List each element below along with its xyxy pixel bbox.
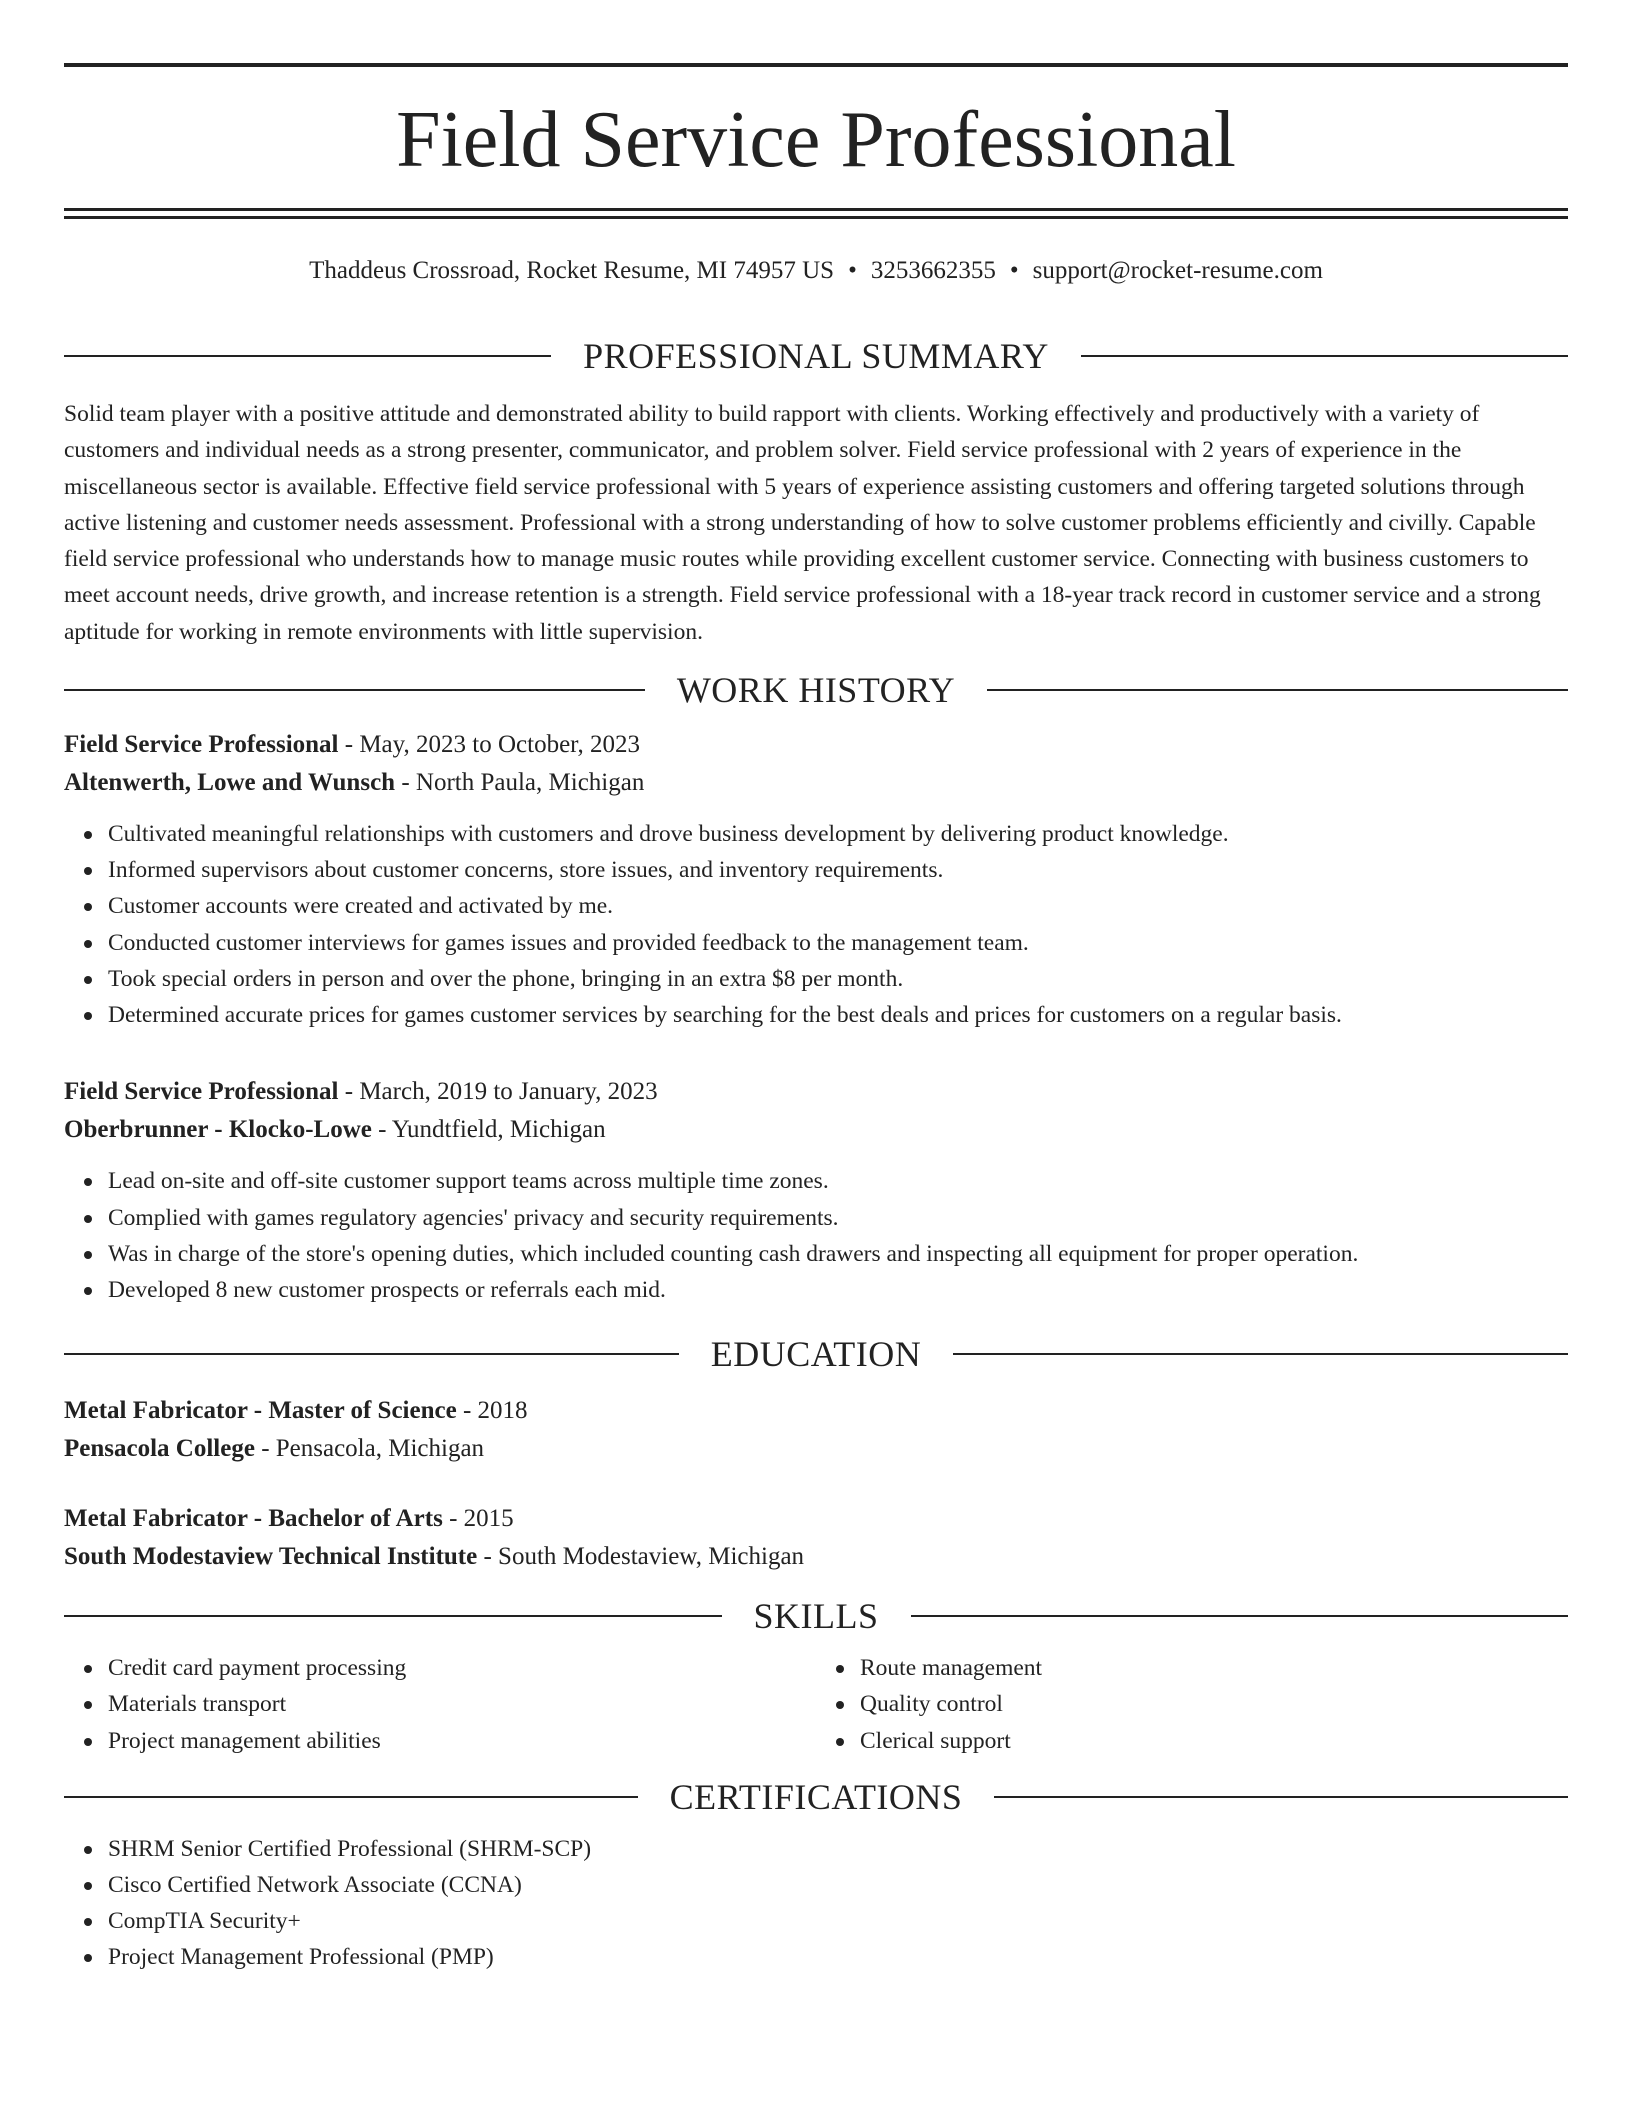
heading-rule-left [64, 1353, 679, 1355]
resume-body [64, 330, 1568, 1976]
header-bottom-rule [64, 208, 1568, 211]
section-heading-summary [64, 330, 1568, 382]
contact-phone: 3253662355 [870, 257, 996, 284]
list-item: Route management [860, 1650, 1568, 1686]
job-location: - Yundtfield, Michigan [371, 1116, 606, 1144]
header-top-rule [64, 63, 1568, 67]
section-heading-certifications [64, 1771, 1568, 1823]
job-entry [64, 1073, 1568, 1308]
education-degree-line [64, 1392, 1568, 1430]
heading-rule-right [994, 1796, 1568, 1798]
list-item: Was in charge of the store's opening duties, which included counting cash drawers and inspecting all equipment for proper operation. [108, 1236, 1568, 1272]
list-item: Took special orders in person and over the phone, bringing in an extra $8 per month. [108, 961, 1568, 997]
education-school-line [64, 1538, 1568, 1576]
section-title: CERTIFICATIONS [669, 1776, 963, 1817]
list-item: Project Management Professional (PMP) [108, 1939, 1568, 1975]
section-title: PROFESSIONAL SUMMARY [583, 336, 1049, 376]
list-item: CompTIA Security+ [108, 1903, 1568, 1939]
heading-rule-right [1081, 355, 1568, 357]
job-company-line [64, 1111, 1568, 1149]
job-dates: - March, 2019 to January, 2023 [338, 1078, 658, 1106]
list-item: Cultivated meaningful relationships with customers and drove business development by delivering product knowledge. [108, 816, 1568, 852]
section-heading-skills [64, 1590, 1568, 1642]
job-entry [64, 726, 1568, 1033]
list-item: Conducted customer interviews for games issues and provided feedback to the management team. [108, 925, 1568, 961]
education-degree-line [64, 1500, 1568, 1538]
heading-rule-right [953, 1353, 1568, 1355]
list-item: Clerical support [860, 1723, 1568, 1759]
job-title-line [64, 1073, 1568, 1111]
list-item: Project management abilities [108, 1723, 816, 1759]
education-location: - South Modestaview, Michigan [477, 1543, 805, 1571]
heading-rule-left [64, 1615, 722, 1617]
education-school: Pensacola College [64, 1435, 255, 1463]
job-title: Field Service Professional [64, 731, 339, 759]
heading-rule-left [64, 355, 551, 357]
list-item: Customer accounts were created and activated by me. [108, 888, 1568, 924]
contact-separator: • [1009, 257, 1019, 284]
list-item: Cisco Certified Network Associate (CCNA) [108, 1867, 1568, 1903]
job-location: - North Paula, Michigan [395, 769, 645, 797]
contact-address: Thaddeus Crossroad, Rocket Resume, MI 74957 US [309, 257, 835, 284]
heading-rule-right [911, 1615, 1569, 1617]
job-bullets [64, 1163, 1568, 1308]
job-company: Altenwerth, Lowe and Wunsch [64, 769, 396, 797]
skills-list-left [64, 1650, 816, 1759]
section-title: EDUCATION [710, 1334, 922, 1375]
job-bullets [64, 816, 1568, 1033]
education-year: - 2018 [456, 1397, 528, 1425]
skills-list-right [816, 1650, 1568, 1759]
heading-rule-right [987, 689, 1568, 691]
section-heading-education [64, 1328, 1568, 1380]
heading-rule-left [64, 1796, 638, 1798]
list-item: Credit card payment processing [108, 1650, 816, 1686]
contact-separator: • [848, 257, 857, 284]
job-title: Field Service Professional [64, 1078, 339, 1106]
job-dates: - May, 2023 to October, 2023 [338, 731, 640, 759]
education-degree: Metal Fabricator - Bachelor of Arts [64, 1505, 443, 1533]
list-item: Materials transport [108, 1686, 816, 1722]
header-bottom-rule-second [64, 216, 1568, 219]
contact-line [64, 254, 1568, 288]
list-item: Quality control [860, 1686, 1568, 1722]
education-year: - 2015 [442, 1505, 514, 1533]
summary-paragraph: Solid team player with a positive attitude and demonstrated ability to build rapport with clients. Working effectively and productively with a variety of customers and individual needs as a strong presenter, communicator, and problem solver. Field service professional with 2 years of experience in the miscellaneous sector is available. Effective field service professional with 5 years of experience assisting customers and offering targeted solutions through active listening and customer needs assessment. Professional with a strong understanding of how to solve customer problems efficiently and civilly. Capable field service professional who understands how to manage music routes while providing excellent customer service. Connecting with business customers to meet account needs, drive growth, and increase retention is a strength. Field service professional with a 18-year track record in customer service and a strong aptitude for working in remote environments with little supervision. [64, 401, 1541, 645]
education-school: South Modestaview Technical Institute [64, 1543, 478, 1571]
education-location: - Pensacola, Michigan [254, 1435, 485, 1463]
list-item: SHRM Senior Certified Professional (SHRM-SCP) [108, 1831, 1568, 1867]
job-company: Oberbrunner - Klocko-Lowe [64, 1116, 372, 1144]
list-item: Complied with games regulatory agencies' privacy and security requirements. [108, 1200, 1568, 1236]
resume-name: Field Service Professional [396, 96, 1236, 184]
list-item: Determined accurate prices for games customer services by searching for the best deals and prices for customers on a regular basis. [108, 997, 1568, 1033]
section-title: SKILLS [753, 1596, 879, 1637]
section-title: WORK HISTORY [676, 670, 956, 711]
list-item: Developed 8 new customer prospects or referrals each mid. [108, 1272, 1568, 1308]
skills-columns [64, 1650, 1568, 1759]
education-degree: Metal Fabricator - Master of Science [64, 1397, 457, 1425]
list-item: Lead on-site and off-site customer support teams across multiple time zones. [108, 1163, 1568, 1199]
education-entry [64, 1392, 1568, 1468]
job-title-line [64, 726, 1568, 764]
education-school-line [64, 1430, 1568, 1468]
list-item: Informed supervisors about customer concerns, store issues, and inventory requirements. [108, 852, 1568, 888]
education-entry [64, 1500, 1568, 1576]
contact-email: support@rocket-resume.com [1032, 257, 1323, 284]
job-company-line [64, 764, 1568, 802]
heading-rule-left [64, 689, 645, 691]
certifications-list [64, 1831, 1568, 1976]
section-heading-work-history [64, 664, 1568, 716]
